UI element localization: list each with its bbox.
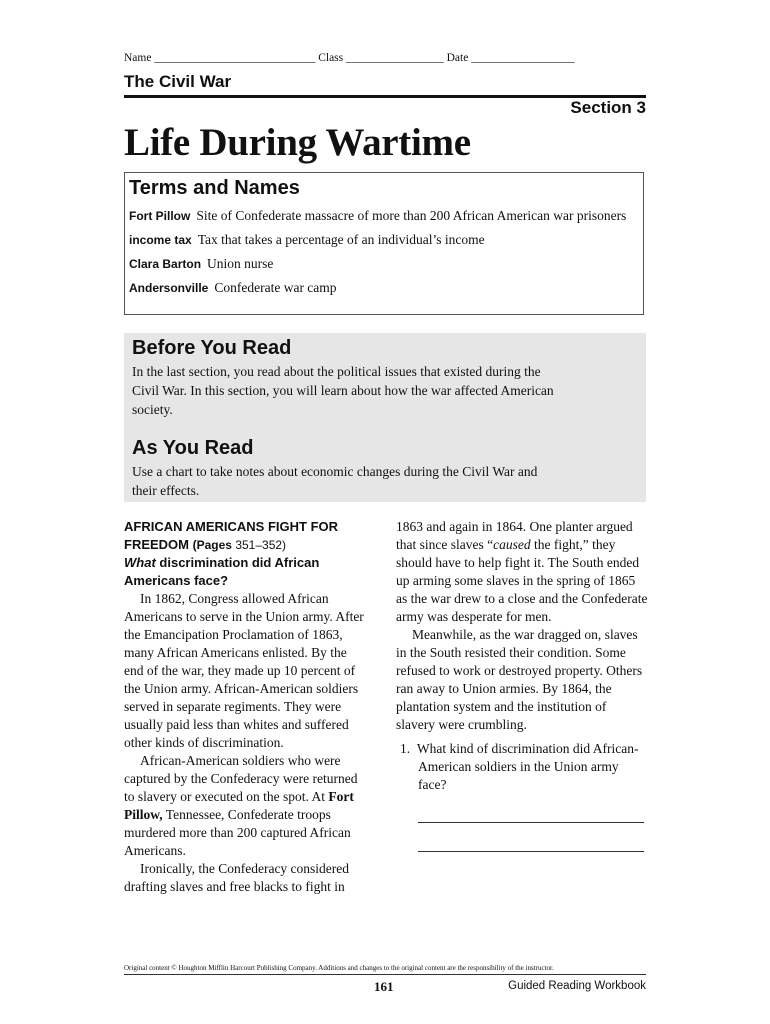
term-definition: Confederate war camp bbox=[214, 280, 337, 295]
page-reference-label: (Pages bbox=[192, 538, 232, 552]
lesson-title: Life During Wartime bbox=[124, 121, 471, 164]
review-question bbox=[396, 740, 648, 794]
terms-heading: Terms and Names bbox=[129, 177, 300, 199]
as-you-read-text: Use a chart to take notes about economic changes during the Civil War and their effects. bbox=[132, 464, 538, 498]
article-heading bbox=[124, 518, 368, 554]
student-info-line: Name ____________________________ Class _________________ Date __________________ bbox=[124, 52, 575, 64]
term-entry bbox=[129, 278, 639, 298]
paragraph-3: Ironically, the Confederacy considered drafting slaves and free blacks to fight in bbox=[124, 861, 350, 894]
paragraph-3-continued bbox=[396, 518, 648, 626]
terms-and-names-box bbox=[124, 172, 644, 315]
title-rule bbox=[124, 95, 646, 98]
question-number: 1. bbox=[400, 741, 411, 756]
answer-line-2[interactable] bbox=[418, 823, 644, 852]
paragraph-2-text-a: African-American soldiers who were captured by the Confederacy were returned to slavery or executed on the spot. At bbox=[124, 753, 358, 804]
term-definition: Site of Confederate massacre of more than 200 African American war prisoners bbox=[196, 208, 627, 223]
term-definition: Union nurse bbox=[207, 256, 274, 271]
term-name: Andersonville bbox=[129, 281, 209, 295]
article-left-column bbox=[124, 518, 368, 896]
page-reference bbox=[193, 538, 286, 552]
paragraph-3-cont-a: 1863 and again in 1864. One planter argued that since slaves “ bbox=[396, 519, 633, 552]
term-name: Fort Pillow bbox=[129, 209, 191, 223]
term-name: income tax bbox=[129, 233, 192, 247]
as-you-read-heading: As You Read bbox=[132, 437, 254, 459]
term-name: Clara Barton bbox=[129, 257, 202, 271]
workbook-title: Guided Reading Workbook bbox=[508, 980, 646, 992]
term-entry bbox=[129, 206, 639, 226]
question-rest: discrimination did African Americans face? bbox=[124, 555, 320, 588]
before-you-read-text: In the last section, you read about the political issues that existed during the Civil War. In this section, you will learn about how the war affected American society. bbox=[132, 364, 554, 417]
term-entry bbox=[129, 230, 639, 250]
paragraph-1: In 1862, Congress allowed African Americans to serve in the Union army. After the Emancipation Proclamation of 1863, many African Americans enlisted. By the end of the war, they made up 10 percent of the Union army. African-American soldiers served in separate regiments. They were usually paid less than whites and suffered other kinds of discrimination. bbox=[124, 591, 364, 750]
paragraph-3-cont-b: the fight,” they should have to help fight it. The South ended up arming some slaves in the spring of 1865 as the war drew to a close and the Confederate army was desperate for men. bbox=[396, 537, 648, 624]
answer-line-1[interactable] bbox=[418, 794, 644, 823]
paragraph-4: Meanwhile, as the war dragged on, slaves in the South resisted their condition. Some refused to work or destroyed property. Others ran away to Union armies. By 1864, the plantation system and the institution of slavery were crumbling. bbox=[396, 627, 643, 732]
page-number: 161 bbox=[374, 979, 394, 994]
question-word: What bbox=[124, 555, 156, 570]
paragraph-2-text-b: Tennessee, Confederate troops murdered more than 200 captured African Americans. bbox=[124, 807, 351, 858]
term-definition: Tax that takes a percentage of an individual’s income bbox=[197, 232, 485, 247]
term-entry bbox=[129, 254, 639, 274]
reading-guide-box bbox=[124, 333, 646, 502]
question-text: What kind of discrimination did African-American soldiers in the Union army face? bbox=[416, 741, 639, 792]
article-question bbox=[124, 554, 368, 590]
paragraph-3-emphasis: caused bbox=[493, 537, 531, 552]
article-heading-text: AFRICAN AMERICANS FIGHT FOR FREEDOM bbox=[124, 519, 339, 552]
paragraph-2-term: Fort Pillow, bbox=[124, 789, 354, 822]
article-right-column bbox=[396, 518, 648, 852]
copyright-note: Original content © Houghton Mifflin Harcourt Publishing Company. Additions and changes to the original content are the responsibility of the instructor. bbox=[124, 964, 554, 972]
section-label: Section 3 bbox=[570, 98, 646, 117]
before-you-read-heading: Before You Read bbox=[132, 337, 292, 359]
paragraph-2 bbox=[124, 752, 368, 860]
footer-rule bbox=[124, 974, 646, 975]
unit-title: The Civil War bbox=[124, 72, 232, 91]
page-reference-range: 351–352) bbox=[235, 538, 287, 552]
